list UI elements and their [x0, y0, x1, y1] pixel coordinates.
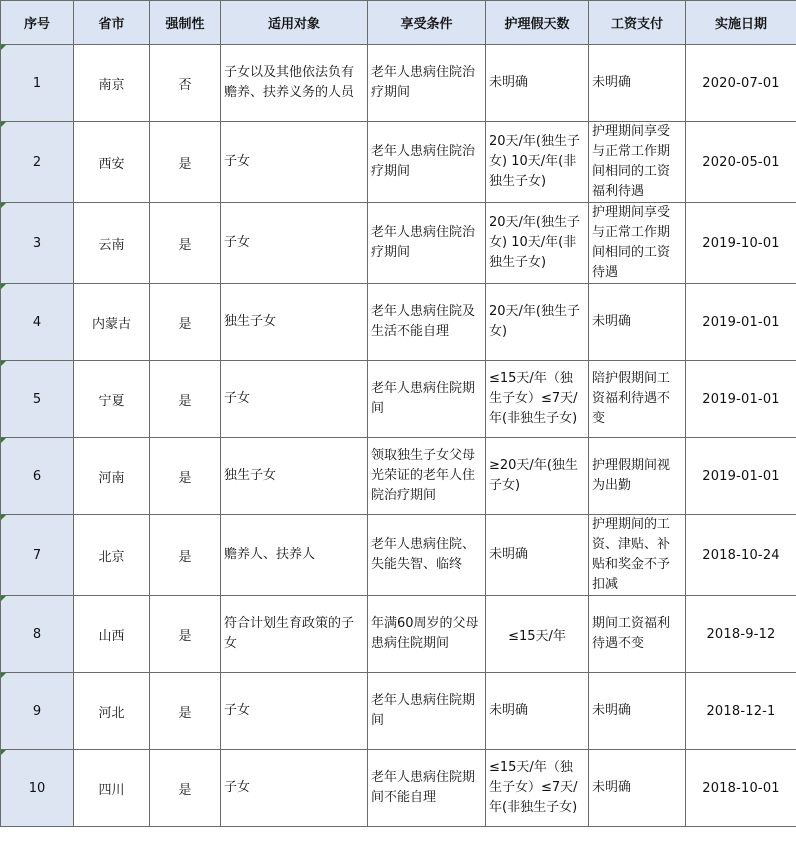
cell-province: 内蒙古 — [74, 284, 150, 361]
cell-index: 3 — [1, 203, 74, 284]
table-row — [1, 284, 796, 361]
cell-target: 子女 — [221, 361, 368, 438]
cell-mandatory: 是 — [150, 361, 221, 438]
cell-days: ≤15天/年（独生子女）≤7天/年(非独生子女) — [486, 750, 589, 827]
header-row — [1, 1, 796, 45]
cell-mandatory: 是 — [150, 515, 221, 596]
cell-condition: 领取独生子女父母光荣证的老年人住院治疗期间 — [368, 438, 486, 515]
cell-condition: 老年人患病住院及生活不能自理 — [368, 284, 486, 361]
table-row — [1, 750, 796, 827]
cell-target: 赡养人、扶养人 — [221, 515, 368, 596]
cell-days: ≤15天/年 — [486, 596, 589, 673]
cell-days: ≤15天/年（独生子女）≤7天/年(非独生子女) — [486, 361, 589, 438]
cell-target: 子女以及其他依法负有赡养、扶养义务的人员 — [221, 45, 368, 122]
cell-target: 子女 — [221, 750, 368, 827]
cell-condition: 老年人患病住院、失能失智、临终 — [368, 515, 486, 596]
cell-date: 2020-05-01 — [686, 122, 796, 203]
cell-condition: 老年人患病住院治疗期间 — [368, 203, 486, 284]
cell-days: 未明确 — [486, 45, 589, 122]
table-row — [1, 596, 796, 673]
cell-province: 北京 — [74, 515, 150, 596]
cell-target: 符合计划生育政策的子女 — [221, 596, 368, 673]
table-row — [1, 438, 796, 515]
cell-province: 宁夏 — [74, 361, 150, 438]
cell-mandatory: 是 — [150, 122, 221, 203]
cell-target: 子女 — [221, 122, 368, 203]
cell-days: 20天/年(独生子女) — [486, 284, 589, 361]
cell-target: 独生子女 — [221, 438, 368, 515]
cell-mandatory: 是 — [150, 284, 221, 361]
cell-condition: 老年人患病住院期间不能自理 — [368, 750, 486, 827]
cell-days: ≥20天/年(独生子女) — [486, 438, 589, 515]
header-days: 护理假天数 — [486, 1, 589, 45]
cell-condition: 年满60周岁的父母患病住院期间 — [368, 596, 486, 673]
cell-mandatory: 是 — [150, 438, 221, 515]
table-row — [1, 203, 796, 284]
cell-index: 9 — [1, 673, 74, 750]
cell-mandatory: 是 — [150, 203, 221, 284]
cell-target: 子女 — [221, 673, 368, 750]
cell-days: 未明确 — [486, 515, 589, 596]
cell-index: 7 — [1, 515, 74, 596]
cell-pay: 未明确 — [589, 673, 686, 750]
cell-condition: 老年人患病住院治疗期间 — [368, 45, 486, 122]
cell-index: 2 — [1, 122, 74, 203]
cell-mandatory: 是 — [150, 596, 221, 673]
cell-date: 2018-10-24 — [686, 515, 796, 596]
table-row — [1, 45, 796, 122]
cell-index: 4 — [1, 284, 74, 361]
cell-date: 2018-9-12 — [686, 596, 796, 673]
header-index: 序号 — [1, 1, 74, 45]
cell-date: 2018-12-1 — [686, 673, 796, 750]
cell-pay: 未明确 — [589, 284, 686, 361]
cell-pay: 陪护假期间工资福利待遇不变 — [589, 361, 686, 438]
cell-target: 独生子女 — [221, 284, 368, 361]
cell-date: 2019-01-01 — [686, 284, 796, 361]
cell-date: 2020-07-01 — [686, 45, 796, 122]
cell-pay: 护理期间享受与正常工作期间相同的工资福利待遇 — [589, 122, 686, 203]
cell-index: 1 — [1, 45, 74, 122]
cell-date: 2019-01-01 — [686, 438, 796, 515]
header-province: 省市 — [74, 1, 150, 45]
cell-pay: 护理假期间视为出勤 — [589, 438, 686, 515]
table-row — [1, 515, 796, 596]
cell-target: 子女 — [221, 203, 368, 284]
cell-province: 西安 — [74, 122, 150, 203]
cell-index: 5 — [1, 361, 74, 438]
header-date: 实施日期 — [686, 1, 796, 45]
table-row — [1, 122, 796, 203]
cell-province: 河南 — [74, 438, 150, 515]
cell-pay: 未明确 — [589, 750, 686, 827]
cell-pay: 护理期间的工资、津贴、补贴和奖金不予扣减 — [589, 515, 686, 596]
table-row — [1, 673, 796, 750]
cell-pay: 期间工资福利待遇不变 — [589, 596, 686, 673]
header-mandatory: 强制性 — [150, 1, 221, 45]
cell-province: 南京 — [74, 45, 150, 122]
cell-pay: 护理期间享受与正常工作期间相同的工资待遇 — [589, 203, 686, 284]
cell-date: 2019-10-01 — [686, 203, 796, 284]
table-row — [1, 361, 796, 438]
cell-province: 云南 — [74, 203, 150, 284]
cell-days: 20天/年(独生子女) 10天/年(非独生子女) — [486, 203, 589, 284]
cell-index: 6 — [1, 438, 74, 515]
cell-index: 8 — [1, 596, 74, 673]
cell-province: 河北 — [74, 673, 150, 750]
cell-mandatory: 否 — [150, 45, 221, 122]
cell-province: 山西 — [74, 596, 150, 673]
header-target: 适用对象 — [221, 1, 368, 45]
cell-date: 2019-01-01 — [686, 361, 796, 438]
cell-date: 2018-10-01 — [686, 750, 796, 827]
header-pay: 工资支付 — [589, 1, 686, 45]
cell-days: 未明确 — [486, 673, 589, 750]
cell-province: 四川 — [74, 750, 150, 827]
cell-condition: 老年人患病住院期间 — [368, 673, 486, 750]
header-condition: 享受条件 — [368, 1, 486, 45]
cell-condition: 老年人患病住院期间 — [368, 361, 486, 438]
cell-condition: 老年人患病住院治疗期间 — [368, 122, 486, 203]
cell-mandatory: 是 — [150, 673, 221, 750]
cell-pay: 未明确 — [589, 45, 686, 122]
cell-index: 10 — [1, 750, 74, 827]
cell-mandatory: 是 — [150, 750, 221, 827]
cell-days: 20天/年(独生子女) 10天/年(非独生子女) — [486, 122, 589, 203]
